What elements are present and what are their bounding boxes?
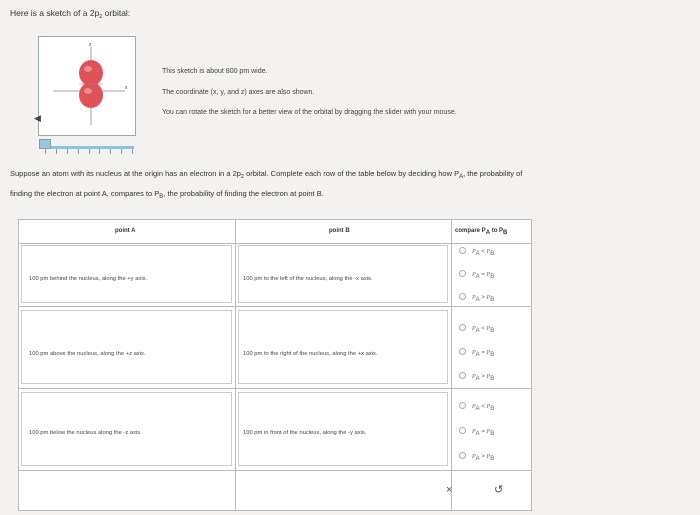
lower-lobe <box>79 82 103 108</box>
row3-point-a-cell <box>21 392 232 466</box>
orbital-sketch[interactable] <box>38 36 136 136</box>
row3-option-less[interactable]: PA < PB <box>459 402 494 412</box>
header-point-b: point B <box>329 228 350 234</box>
slider-ticks <box>45 149 133 155</box>
x-axis-label: x <box>125 85 128 91</box>
row2-point-a-cell <box>21 310 232 384</box>
row3-option-equal[interactable]: PA = PB <box>459 427 494 437</box>
radio-icon[interactable] <box>459 372 466 379</box>
row1-option-greater[interactable]: PA > PB <box>459 293 494 303</box>
clear-button[interactable]: × <box>446 484 453 496</box>
row1-option-equal[interactable]: PA = PB <box>459 270 494 280</box>
rotate-instruction-text: You can rotate the sketch for a better view of the orbital by dragging the slider with your mouse. <box>162 109 457 116</box>
axes-note-text: The coordinate (x, y, and z) axes are also shown. <box>162 89 315 96</box>
table-header-row <box>19 220 531 244</box>
radio-icon[interactable] <box>459 427 466 434</box>
row1-option-less[interactable]: PA < PB <box>459 247 494 257</box>
sketch-size-text: This sketch is about 800 pm wide. <box>162 68 268 75</box>
radio-icon[interactable] <box>459 247 466 254</box>
row3-option-greater[interactable]: PA > PB <box>459 452 494 462</box>
row1-point-a-cell <box>21 245 232 303</box>
orbital-2pz-drawing <box>39 37 135 135</box>
header-compare: compare PA to PB <box>455 228 508 236</box>
radio-icon[interactable] <box>459 324 466 331</box>
z-axis-label: z <box>89 42 92 48</box>
undo-button[interactable]: ↺ <box>494 484 504 496</box>
question-text-line2: finding the electron at point A, compares to $P_B$, the probability of finding the electron at point B. <box>10 189 324 200</box>
comparison-table <box>18 219 532 511</box>
radio-icon[interactable] <box>459 402 466 409</box>
row3-point-b-cell <box>238 392 448 466</box>
row3-point-a-text: 100 pm below the nucleus along the -z axis. <box>29 430 142 436</box>
row2-point-a-text: 100 pm above the nucleus, along the +z axis. <box>29 351 146 357</box>
row2-option-equal[interactable]: PA = PB <box>459 348 494 358</box>
rotate-left-icon[interactable]: ◀ <box>34 113 41 123</box>
row1-point-a-text: 100 pm behind the nucleus, along the +y axis. <box>29 276 148 282</box>
row1-point-b-text: 100 pm to the left of the nucleus, along the -x axis. <box>243 276 373 282</box>
row3-point-b-text: 100 pm in front of the nucleus, along the -y axis. <box>243 430 367 436</box>
radio-icon[interactable] <box>459 293 466 300</box>
radio-icon[interactable] <box>459 270 466 277</box>
row2-option-less[interactable]: PA < PB <box>459 324 494 334</box>
row2-point-b-cell <box>238 310 448 384</box>
row2-option-greater[interactable]: PA > PB <box>459 372 494 382</box>
header-point-a: point A <box>115 228 136 234</box>
row2-point-b-text: 100 pm to the right of the nucleus, along the +x axis. <box>243 351 378 357</box>
radio-icon[interactable] <box>459 348 466 355</box>
rotation-slider-thumb[interactable] <box>39 139 51 149</box>
row1-point-b-cell <box>238 245 448 303</box>
intro-text: Here is a sketch of a $2p_z$ orbital: <box>10 8 131 20</box>
radio-icon[interactable] <box>459 452 466 459</box>
question-text-line1: Suppose an atom with its nucleus at the origin has an electron in a $2p_z$ orbital. Complete each row of the table below by deciding how $P_A$, the probability of <box>10 169 523 180</box>
